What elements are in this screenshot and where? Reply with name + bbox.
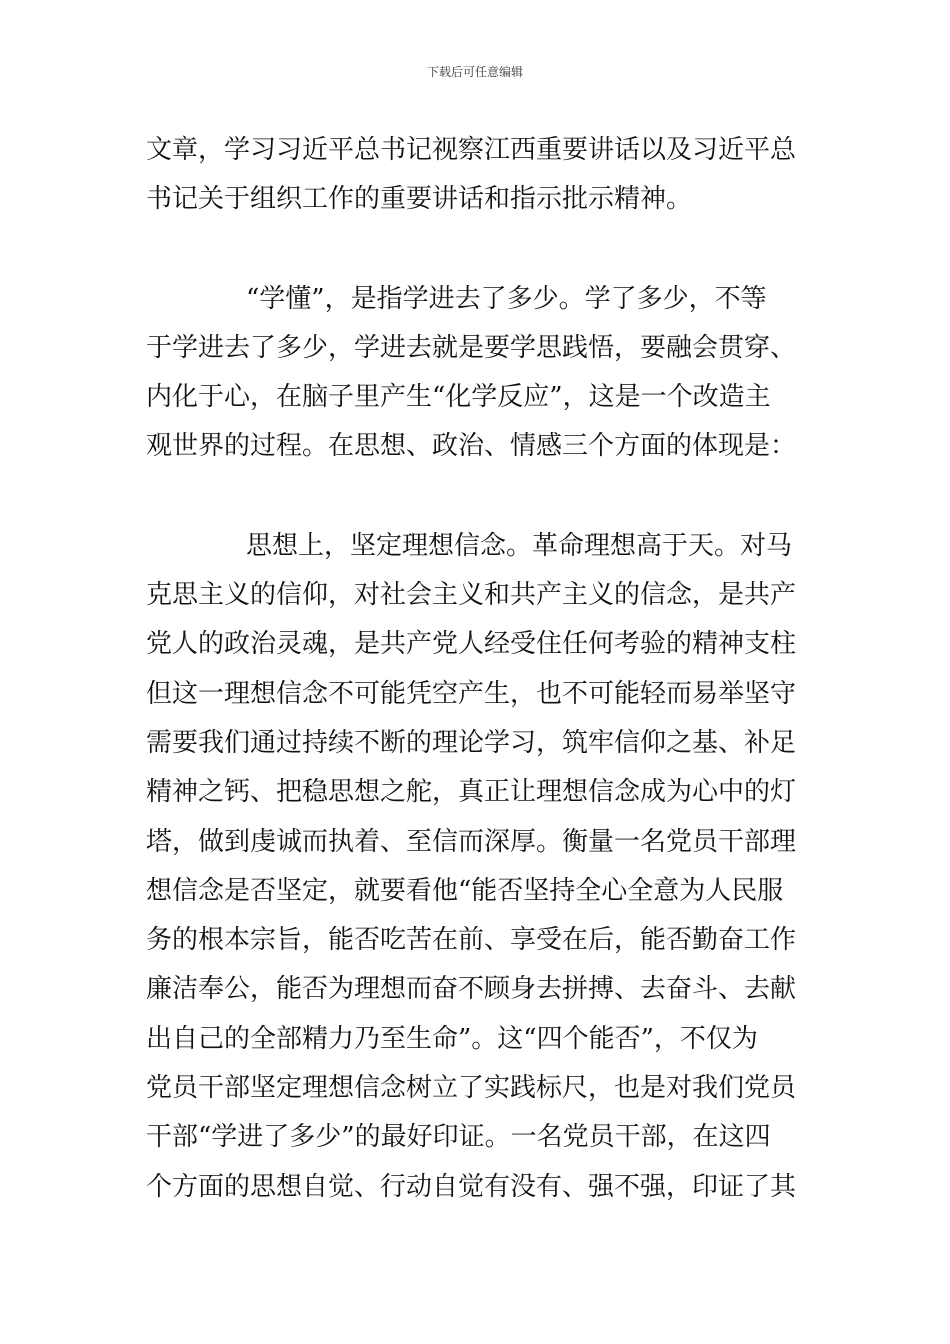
page-header: 下载后可任意编辑	[426, 65, 523, 79]
text-line: 观世界的过程。在思想、政治、情感三个方面的体现是：	[146, 431, 797, 462]
paragraph-spacer	[146, 225, 806, 275]
text-line: 党人的政治灵魂，是共产党人经受住任何考验的精神支柱	[146, 629, 797, 660]
text-line: 廉洁奉公，能否为理想而奋不顾身去拼搏、去奋斗、去献	[146, 974, 797, 1005]
text-line: 想信念是否坚定，就要看他“能否坚持全心全意为人民服	[146, 875, 784, 906]
text-line: 个方面的思想自觉、行动自觉有没有、强不强，印证了其	[146, 1171, 797, 1202]
text-line: 文章，学习习近平总书记视察江西重要讲话以及习近平总	[146, 135, 797, 165]
text-line: 党员干部坚定理想信念树立了实践标尺，也是对我们党员	[146, 1073, 797, 1104]
text-line: 需要我们通过持续不断的理论学习，筑牢信仰之基、补足	[146, 727, 797, 758]
paragraph-spacer	[146, 472, 806, 522]
text-line: 干部“学进了多少”的最好印证。一名党员干部，在这四	[146, 1122, 771, 1153]
text-line: 于学进去了多少，学进去就是要学思践悟，要融会贯穿、	[146, 332, 797, 363]
text-line: 务的根本宗旨，能否吃苦在前、享受在后，能否勤奋工作	[146, 925, 797, 956]
text-line: “学懂”，是指学进去了多少。学了多少，不等	[246, 283, 767, 314]
text-line: 克思主义的信仰，对社会主义和共产主义的信念，是共产	[146, 580, 797, 611]
paragraph-2	[146, 275, 806, 472]
document-body	[146, 126, 806, 1212]
text-line: 思想上，坚定理想信念。革命理想高于天。对马	[246, 530, 793, 561]
text-line: 精神之钙、把稳思想之舵，真正让理想信念成为心中的灯	[146, 777, 797, 808]
paragraph-1	[146, 126, 806, 225]
text-line: 塔，做到虔诚而执着、至信而深厚。衡量一名党员干部理	[146, 826, 797, 857]
text-line: 但这一理想信念不可能凭空产生，也不可能轻而易举坚守	[146, 678, 797, 709]
text-line: 内化于心，在脑子里产生“化学反应”，这是一个改造主	[146, 382, 771, 413]
text-line: 出自己的全部精力乃至生命”。这“四个能否”，不仅为	[146, 1023, 758, 1054]
paragraph-3	[146, 522, 806, 1212]
text-line: 书记关于组织工作的重要讲话和指示批示精神。	[146, 184, 693, 215]
